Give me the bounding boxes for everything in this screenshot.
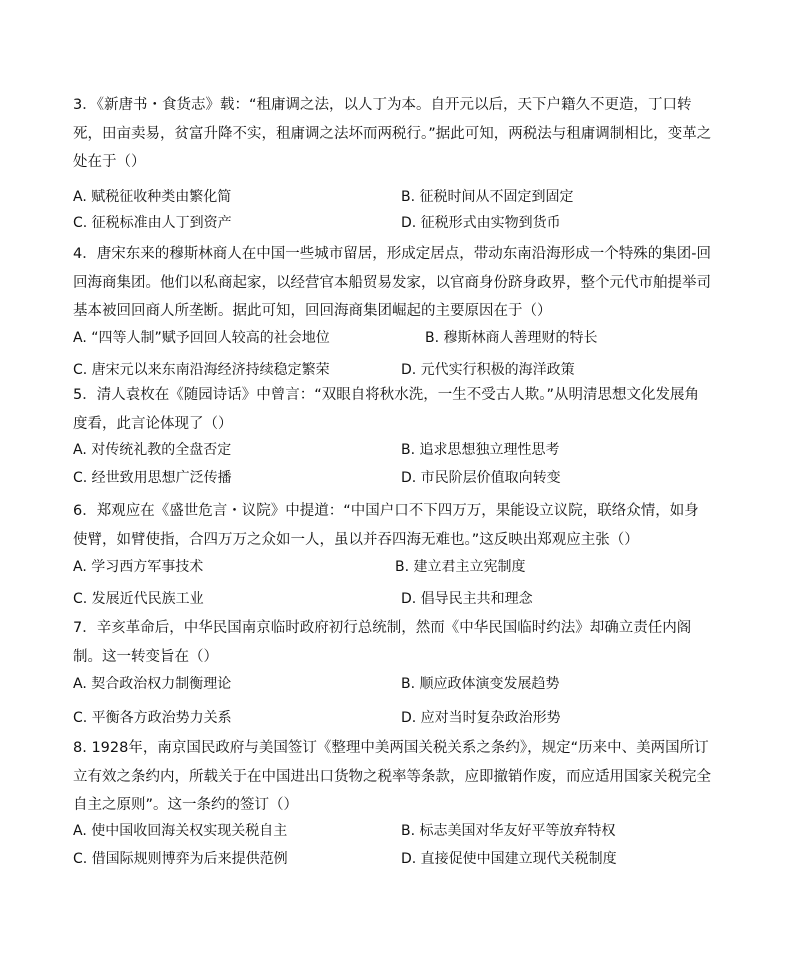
- option-a[interactable]: A. 契合政治权力制衡理论: [73, 676, 232, 692]
- question-6: [73, 497, 713, 607]
- option-c[interactable]: C. 平衡各方政治势力关系: [73, 710, 232, 726]
- option-b[interactable]: B. 顺应政体演变发展趋势: [401, 676, 560, 692]
- option-b[interactable]: B. 标志美国对华友好平等放弃特权: [401, 823, 616, 839]
- option-c[interactable]: C. 唐宋元以来东南沿海经济持续稳定繁荣: [73, 362, 330, 378]
- question-stem: 7．辛亥革命后，中华民国南京临时政府初行总统制，然而《中华民国临时约法》却确立责任内阁制。这一转变旨在（）: [73, 620, 692, 665]
- question-options: [73, 327, 713, 381]
- question-stem: 8. 1928年，南京国民政府与美国签订《整理中美两国关税关系之条约》，规定“历来中、美两国所订立有效之条约内，所载关于在中国进出口货物之税率等条款，应即撤销作废，而应适用国家关税完全自主之原则”。这一条约的签订（）: [73, 740, 711, 813]
- question-4: [73, 240, 713, 378]
- option-d[interactable]: D. 元代实行积极的海洋政策: [401, 362, 575, 378]
- question-stem: 5．清人袁枚在《随园诗话》中曾言：“双眼自将秋水洗，一生不受古人欺。”从明清思想文化发展角度看，此言论体现了（）: [73, 387, 699, 432]
- option-a[interactable]: A. 赋税征收种类由繁化简: [73, 189, 232, 205]
- option-c[interactable]: C. 发展近代民族工业: [73, 591, 204, 607]
- question-7: [73, 614, 713, 726]
- option-d[interactable]: D. 应对当时复杂政治形势: [401, 710, 561, 726]
- question-stem: 6．郑观应在《盛世危言・议院》中提道：“中国户口不下四万万，果能设立议院，联络众情，如身使臂，如臂使指，合四万万之众如一人，虽以并吞四海无难也。”这反映出郑观应主张（）: [73, 503, 699, 548]
- option-b[interactable]: B. 追求思想独立理性思考: [401, 442, 560, 458]
- option-a[interactable]: A. 使中国收回海关权实现关税自主: [73, 823, 288, 839]
- question-options: [73, 556, 713, 610]
- question-5: [73, 381, 713, 486]
- option-c[interactable]: C. 经世致用思想广泛传播: [73, 470, 232, 486]
- question-stem: 4．唐宋东来的穆斯林商人在中国一些城市留居，形成定居点，带动东南沿海形成一个特殊的集团-回回海商集团。他们以私商起家，以经营官本船贸易发家，以官商身份跻身政界，整个元代市舶提举司基本被回回商人所垄断。据此可知，回回海商集团崛起的主要原因在于（）: [73, 246, 711, 319]
- option-d[interactable]: D. 倡导民主共和理念: [401, 591, 533, 607]
- option-b[interactable]: B. 穆斯林商人善理财的特长: [425, 330, 598, 346]
- question-options: [73, 439, 713, 489]
- question-options: [73, 186, 713, 234]
- option-b[interactable]: B. 建立君主立宪制度: [395, 559, 526, 575]
- option-b[interactable]: B. 征税时间从不固定到固定: [401, 189, 574, 205]
- option-c[interactable]: C. 借国际规则博弈为后来提供范例: [73, 851, 288, 867]
- question-8: [73, 734, 713, 867]
- question-3: [73, 91, 713, 231]
- option-a[interactable]: A. 对传统礼教的全盘否定: [73, 442, 232, 458]
- question-options: [73, 820, 713, 870]
- option-a[interactable]: A. “四等人制”赋予回回人较高的社会地位: [73, 330, 330, 346]
- option-d[interactable]: D. 市民阶层价值取向转变: [401, 470, 561, 486]
- option-c[interactable]: C. 征税标准由人丁到资产: [73, 215, 232, 231]
- option-a[interactable]: A. 学习西方军事技术: [73, 559, 204, 575]
- option-d[interactable]: D. 直接促使中国建立现代关税制度: [401, 851, 617, 867]
- question-stem: 3．《新唐书・食货志》载：“租庸调之法，以人丁为本。自开元以后，天下户籍久不更造，丁口转死，田亩卖易，贫富升降不实，租庸调之法坏而两税行。”据此可知，两税法与租庸调制相比，变革之处在于（）: [73, 97, 712, 170]
- question-options: [73, 673, 713, 729]
- option-d[interactable]: D. 征税形式由实物到货币: [401, 215, 561, 231]
